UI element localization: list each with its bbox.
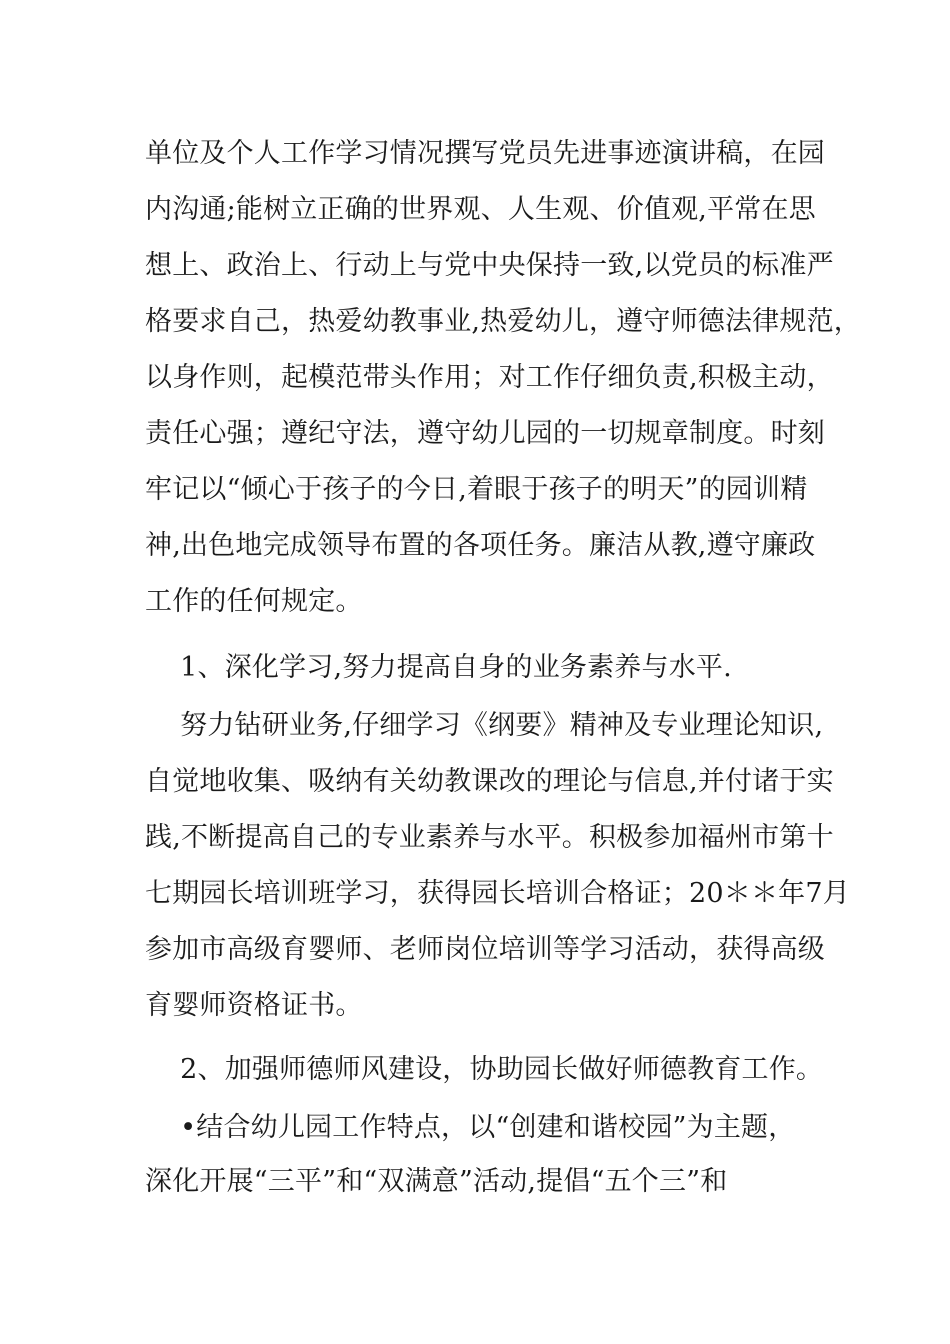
text-line: 七期园长培训班学习，获得园长培训合格证；20＊＊年7月 [145,878,850,909]
text-line: 内沟通;能树立正确的世界观、人生观、价值观,平常在思 [145,194,816,225]
section-heading: 1、深化学习,努力提高自身的业务素养与水平. [145,652,732,683]
text-line: 责任心强；遵纪守法，遵守幼儿园的一切规章制度。时刻 [145,418,825,449]
text-line: 工作的任何规定。 [145,586,363,617]
text-line: 参加市高级育婴师、老师岗位培训等学习活动，获得高级 [145,934,825,965]
text-line: 努力钻研业务,仔细学习《纲要》精神及专业理论知识, [145,710,824,741]
text-line: 育婴师资格证书。 [145,990,363,1021]
text-line: 神,出色地完成领导布置的各项任务。廉洁从教,遵守廉政 [145,530,816,561]
text-line: 牢记以“倾心于孩子的今日,着眼于孩子的明天”的园训精 [145,474,808,505]
text-line: 格要求自己，热爱幼教事业,热爱幼儿，遵守师德法律规范， [145,306,861,337]
text-line: 单位及个人工作学习情况撰写党员先进事迹演讲稿，在园 [145,138,825,169]
text-line: 践,不断提高自己的专业素养与水平。积极参加福州市第十 [145,822,834,853]
text-line: 想上、政治上、行动上与党中央保持一致,以党员的标准严 [145,250,834,281]
section-heading: 2、加强师德师风建设，协助园长做好师德教育工作。 [145,1054,824,1085]
text-line: 自觉地收集、吸纳有关幼教课改的理论与信息,并付诸于实 [145,766,834,797]
text-line: •结合幼儿园工作特点，以“创建和谐校园”为主题， [145,1112,796,1143]
text-line: 以身作则，起模范带头作用；对工作仔细负责,积极主动， [145,362,834,393]
text-line: 深化开展“三平”和“双满意”活动,提倡“五个三”和 [145,1166,728,1197]
